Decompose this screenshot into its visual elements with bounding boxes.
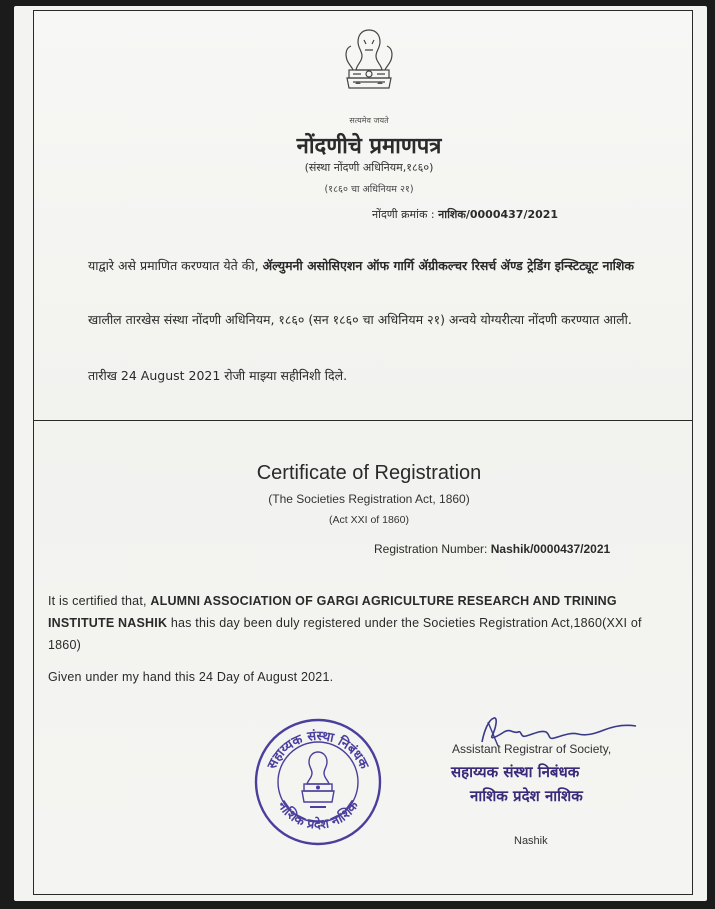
english-act: (The Societies Registration Act, 1860): [268, 492, 470, 506]
svg-text:नाशिक प्रदेश नाशिक: [274, 798, 363, 833]
marathi-reg-number: नाशिक/0000437/2021: [438, 208, 559, 221]
marathi-paragraph-2: खालील तारखेस संस्था नोंदणी अधिनियम, १८६० (सन १८६० चा अधिनियम २१) अन्वये योग्यरीत्या नोंदणी करण्यात आली.: [88, 312, 632, 327]
signatory-seal-line-1: सहाय्यक संस्था निबंधक: [451, 763, 580, 781]
english-reg-number: Nashik/0000437/2021: [490, 542, 611, 556]
marathi-registration-line: [372, 207, 558, 222]
marathi-para1-prefix: याद्वारे असे प्रमाणित करण्यात येते की,: [88, 258, 259, 273]
english-paragraph: [48, 590, 678, 656]
marathi-reg-label: नोंदणी क्रमांक :: [372, 208, 435, 221]
marathi-act: (संस्था नोंदणी अधिनियम,१८६०): [304, 161, 434, 174]
marathi-paragraph-1: [50, 255, 670, 277]
official-stamp-icon: [252, 716, 384, 848]
english-registration-line: [374, 542, 610, 556]
signatory-title: Assistant Registrar of Society,: [452, 742, 612, 756]
english-act-number: (Act XXI of 1860): [329, 514, 409, 526]
signatory-place: Nashik: [514, 835, 548, 847]
section-divider: [33, 420, 693, 421]
english-title: Certificate of Registration: [256, 462, 482, 484]
english-org-name: ALUMNI ASSOCIATION OF GARGI AGRICULTURE RESEARCH AND TRINING INSTITUTE NASHIK: [48, 594, 617, 630]
svg-text:सहाय्यक संस्था निबंधक: [264, 728, 371, 773]
signatory-seal-line-2: नाशिक प्रदेश नाशिक: [470, 787, 583, 805]
marathi-title: नोंदणीचे प्रमाणपत्र: [296, 134, 442, 159]
english-para-prefix: It is certified that,: [48, 594, 147, 608]
marathi-org-name: ॲल्युमनी असोसिएशन ऑफ गार्गि ॲग्रीकल्चर रिसर्च ॲण्ड ट्रेडिंग इन्स्टिट्यूट नाशिक: [262, 258, 635, 273]
marathi-act-number: (१८६० चा अधिनियम २१): [324, 184, 414, 195]
marathi-date-line: तारीख 24 August 2021 रोजी माझ्या सहीनिशी दिले.: [88, 368, 348, 383]
stamp-top-text: सहाय्यक संस्था निबंधक: [264, 728, 372, 772]
english-para-suffix: has this day been duly registered under the Societies Registration Act,1860(XXI of 1860): [48, 616, 642, 652]
emblem-caption: सत्यमेव जयते: [349, 116, 389, 125]
national-emblem-icon: [331, 24, 407, 116]
english-given-line: Given under my hand this 24 Day of August 2021.: [48, 670, 334, 684]
stamp-bottom-text: नाशिक प्रदेश नाशिक: [274, 798, 362, 833]
english-reg-label: Registration Number:: [374, 542, 488, 556]
